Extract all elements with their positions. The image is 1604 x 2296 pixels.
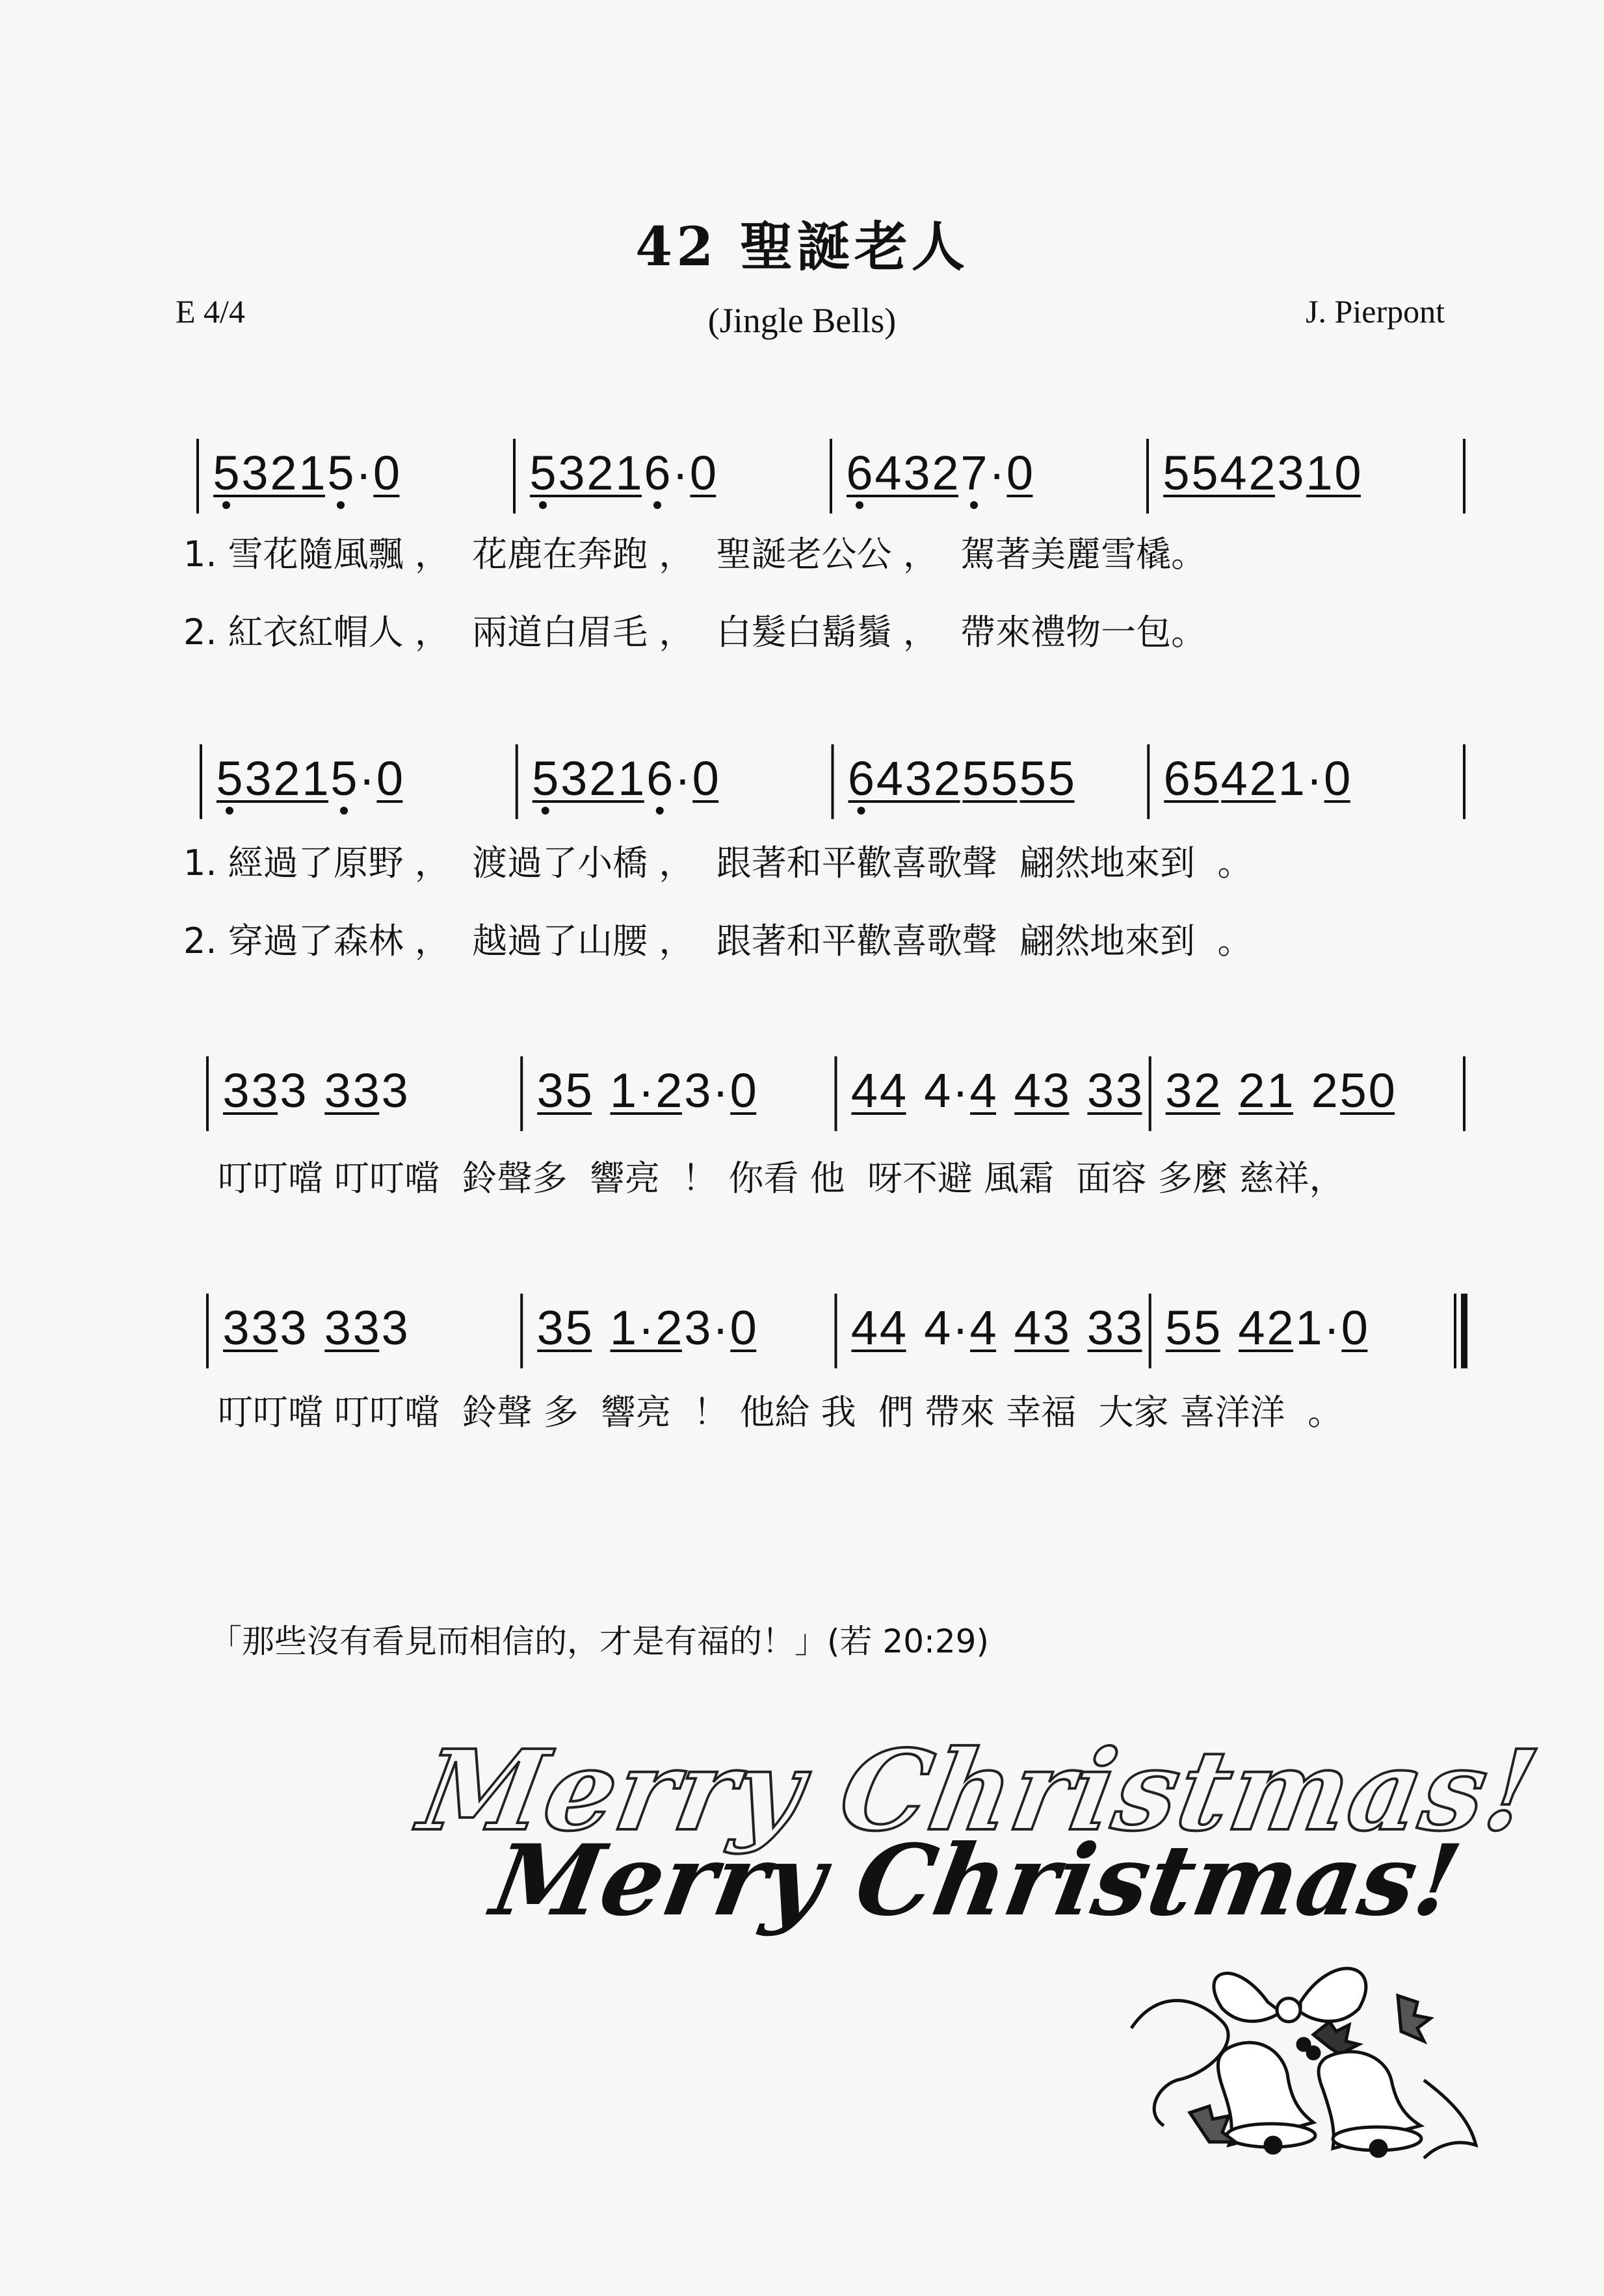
note: 1 xyxy=(302,751,329,805)
note: 6 xyxy=(646,751,674,805)
note: 3 xyxy=(244,751,272,805)
note: 3 xyxy=(324,1063,351,1117)
notation-line-4 xyxy=(205,1287,1476,1378)
note: 5 xyxy=(216,751,243,805)
note: 0 xyxy=(730,1301,757,1355)
note: · xyxy=(355,446,372,500)
note: 4 xyxy=(876,751,904,805)
lyric-line-1-verse-2: 2. 紅衣紅帽人 ， 兩道白眉毛 ， 白髮白鬍鬚 ， 帶來禮物一包。 xyxy=(183,612,1207,653)
note: 2 xyxy=(655,1063,683,1117)
note: 3 xyxy=(381,1063,408,1117)
note: 4 xyxy=(850,1063,878,1117)
note: 3 xyxy=(251,1063,278,1117)
lyric-line-3: 叮叮噹 叮叮噹 鈴聲多 響亮 ！ 你看 他 呀不避 風霜 面容 多麼 慈祥， xyxy=(218,1158,1345,1199)
note: · xyxy=(638,1301,654,1355)
notation-line-3 xyxy=(205,1050,1476,1141)
note: 5 xyxy=(1339,1063,1367,1117)
note: 1 xyxy=(298,446,326,500)
note: 5 xyxy=(327,446,354,500)
note: 4 xyxy=(1014,1301,1041,1355)
note: 3 xyxy=(1115,1063,1143,1117)
note: · xyxy=(712,1301,729,1355)
note: 3 xyxy=(1115,1301,1143,1355)
lyric-line-1-verse-1: 1. 雪花隨風飄 ， 花鹿在奔跑 ， 聖誕老公公 ， 駕著美麗雪橇。 xyxy=(183,534,1207,575)
note: 2 xyxy=(933,751,961,805)
note: 0 xyxy=(1334,446,1361,500)
note: 3 xyxy=(251,1301,278,1355)
note: · xyxy=(358,751,375,805)
note: 3 xyxy=(280,1301,307,1355)
merry-christmas-solid: Merry Christmas! xyxy=(484,1823,1469,1938)
note: 5 xyxy=(330,751,358,805)
note: 5 xyxy=(1047,751,1075,805)
note: 3 xyxy=(222,1301,250,1355)
note: 1 xyxy=(1306,446,1333,500)
lyric-line-2-verse-1: 1. 經過了原野 ， 渡過了小橋 ， 跟著和平歡喜歌聲 翩然地來到 。 xyxy=(183,842,1253,883)
note: 3 xyxy=(560,751,588,805)
note: 5 xyxy=(532,751,559,805)
note: 0 xyxy=(1341,1301,1368,1355)
note: 1 xyxy=(609,1063,637,1117)
note: 2 xyxy=(1249,751,1276,805)
note: 0 xyxy=(376,751,403,805)
note: 3 xyxy=(1086,1063,1114,1117)
composer: J. Pierpont xyxy=(1306,293,1445,330)
note: 5 xyxy=(213,446,240,500)
note: 4 xyxy=(1014,1063,1041,1117)
note: 3 xyxy=(903,446,930,500)
note: 6 xyxy=(644,446,671,500)
note: 5 xyxy=(962,751,990,805)
note: 5 xyxy=(1194,1301,1221,1355)
note: 3 xyxy=(536,1063,564,1117)
note: 2 xyxy=(1194,1063,1221,1117)
note: 5 xyxy=(529,446,557,500)
note: 2 xyxy=(586,446,614,500)
note: 0 xyxy=(1368,1063,1395,1117)
notation-line-2 xyxy=(198,738,1476,829)
note: 3 xyxy=(684,1301,711,1355)
note: · xyxy=(674,751,691,805)
note: 3 xyxy=(1165,1063,1192,1117)
note: 6 xyxy=(847,751,875,805)
note: 3 xyxy=(222,1063,250,1117)
note: 2 xyxy=(589,751,616,805)
note: 0 xyxy=(1324,751,1351,805)
note: 0 xyxy=(730,1063,757,1117)
note: 4 xyxy=(969,1063,997,1117)
note: 3 xyxy=(241,446,269,500)
note: 3 xyxy=(381,1301,408,1355)
note: 5 xyxy=(565,1301,592,1355)
note: 4 xyxy=(1220,446,1247,500)
note: 1 xyxy=(615,446,642,500)
note: 2 xyxy=(1238,1063,1265,1117)
christmas-bells-icon xyxy=(1118,1950,1482,2167)
note: 4 xyxy=(874,446,902,500)
note: 1 xyxy=(1267,1063,1294,1117)
note: 0 xyxy=(692,751,719,805)
note: 3 xyxy=(280,1063,307,1117)
note: 3 xyxy=(904,751,932,805)
note: · xyxy=(988,446,1005,500)
note: 1 xyxy=(609,1301,637,1355)
note: 3 xyxy=(1042,1063,1070,1117)
note: 2 xyxy=(932,446,959,500)
note: 3 xyxy=(1042,1301,1070,1355)
note: 6 xyxy=(846,446,873,500)
note: · xyxy=(1323,1301,1340,1355)
note: · xyxy=(712,1063,729,1117)
key-signature: E 4/4 xyxy=(176,293,245,330)
note: 3 xyxy=(1086,1301,1114,1355)
note: 3 xyxy=(324,1301,351,1355)
note: 5 xyxy=(1165,1301,1192,1355)
note: · xyxy=(952,1063,969,1117)
note: 2 xyxy=(1248,446,1276,500)
note: 0 xyxy=(373,446,400,500)
note: 5 xyxy=(565,1063,592,1117)
note: 1 xyxy=(618,751,645,805)
page-title: 42 聖誕老人 xyxy=(635,216,969,278)
note: 4 xyxy=(924,1063,951,1117)
note: 2 xyxy=(655,1301,683,1355)
note: 4 xyxy=(924,1301,951,1355)
note: 5 xyxy=(990,751,1018,805)
note: 6 xyxy=(1163,751,1190,805)
note: 3 xyxy=(352,1301,380,1355)
note: · xyxy=(1306,751,1322,805)
bible-quote: 「那些沒有看見而相信的，才是有福的！」(若 20:29) xyxy=(209,1623,989,1660)
note: 4 xyxy=(1220,751,1248,805)
note: 2 xyxy=(1267,1301,1294,1355)
note: 2 xyxy=(273,751,300,805)
note: · xyxy=(952,1301,969,1355)
note: · xyxy=(638,1063,654,1117)
note: 5 xyxy=(1019,751,1047,805)
note: 5 xyxy=(1192,751,1219,805)
note: 5 xyxy=(1191,446,1218,500)
note: 4 xyxy=(879,1301,907,1355)
notation-line-1 xyxy=(195,432,1476,523)
lyric-line-4: 叮叮噹 叮叮噹 鈴聲 多 響亮 ！ 他給 我 們 帶來 幸福 大家 喜洋洋 。 xyxy=(218,1392,1343,1433)
note: · xyxy=(672,446,689,500)
merry-christmas-outline: Merry Christmas! xyxy=(411,1726,1548,1856)
note: 4 xyxy=(1238,1301,1265,1355)
lyric-line-2-verse-2: 2. 穿過了森林 ， 越過了山腰 ， 跟著和平歡喜歌聲 翩然地來到 。 xyxy=(183,920,1253,961)
note: 2 xyxy=(270,446,297,500)
note: 2 xyxy=(1311,1063,1338,1117)
note: 5 xyxy=(1163,446,1190,500)
subtitle: (Jingle Bells) xyxy=(707,301,897,340)
note: 4 xyxy=(969,1301,997,1355)
note: 3 xyxy=(684,1063,711,1117)
note: 4 xyxy=(850,1301,878,1355)
note: 1 xyxy=(1278,751,1305,805)
note: 0 xyxy=(1006,446,1033,500)
note: 4 xyxy=(879,1063,907,1117)
note: 7 xyxy=(960,446,988,500)
note: 3 xyxy=(558,446,585,500)
note: 3 xyxy=(352,1063,380,1117)
note: 1 xyxy=(1295,1301,1322,1355)
note: 0 xyxy=(689,446,717,500)
note: 3 xyxy=(1277,446,1304,500)
note: 3 xyxy=(536,1301,564,1355)
